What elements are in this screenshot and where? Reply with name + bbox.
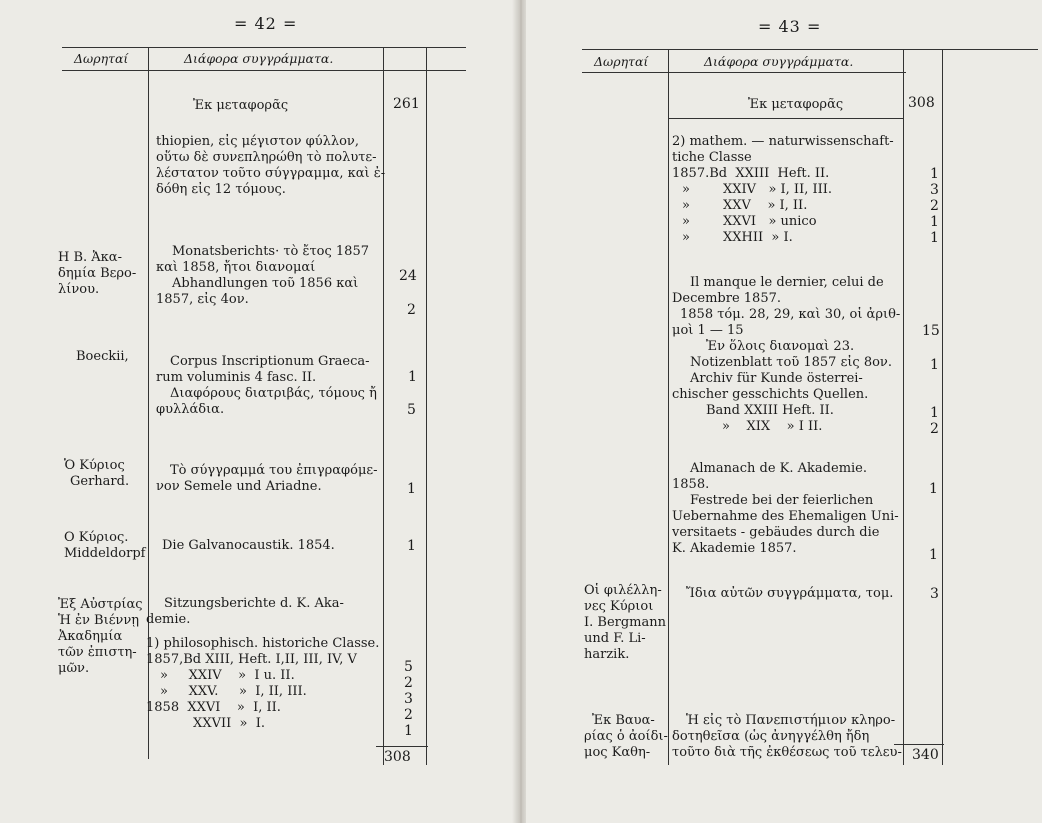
page-number: = 43 = bbox=[758, 17, 822, 36]
entry-math: 2) mathem. — naturwissenschaft- tiche Classe 1857.Bd XXIII Heft. II. » XXIV » I, II, III. » XXV » I, II. » XXVI » unico » XXHII » I. bbox=[672, 134, 894, 245]
total-rule bbox=[894, 744, 944, 745]
header-rule-bottom bbox=[62, 70, 466, 71]
math-counts: 1 3 2 1 1 bbox=[930, 166, 939, 246]
carried-value: 308 bbox=[908, 95, 935, 111]
carried-label: Ἐκ μεταφορᾶς bbox=[748, 97, 844, 112]
entry-boeckh: Corpus Inscriptionum Graeca- rum voluminis 4 fasc. II. Διαφόρους διατριβάς, τόμους ἤ φυλλάδια. bbox=[156, 354, 377, 417]
entry-vienna: Sitzungsberichte d. K. Aka- demie. 1) philosophisch. historiche Classe. 1857,Bd XIII, Heft. I,II, III, IV, V » XXIV » I u. II. » XXV. » I, II, III. 1858 XXVI » I, II. XXVII » I. bbox=[146, 596, 380, 731]
donor-gerhard: Ὁ Κύριος Gerhard. bbox=[64, 458, 130, 489]
count: 1 bbox=[930, 357, 939, 373]
left-page bbox=[0, 0, 516, 823]
count: 5 bbox=[407, 402, 416, 418]
donor-middeldorpf: Ο Κύριος. Middeldorpf bbox=[64, 530, 146, 561]
donor-boeckh: Boeckii, bbox=[76, 349, 129, 364]
right-page bbox=[526, 0, 1042, 823]
count: 24 bbox=[399, 268, 417, 284]
vienna-counts: 5 2 3 2 1 bbox=[404, 659, 413, 739]
count: 1 bbox=[929, 481, 938, 497]
entry-manque: Il manque le dernier, celui de Decembre 1857. 1858 τόμ. 28, 29, καὶ 30, οἱ ἀριθ- μοὶ 1 — 15 Ἐν ὅλοις διανομαὶ 23. Notizenblatt τοῦ 1857 εἰς 8ον. Archiv für Kunde österrei- chischer gesschichts Quellen. Band XXIII Heft. II. » XIX » I II. bbox=[672, 275, 901, 434]
continuation-text: thiopien, εἰς μέγιστον φύλλον, οὕτω δὲ συνεπληρώθη τὸ πολυτε- λέστατον τοῦτο σύγγραμμα, καὶ ἐ- δόθη εἰς 12 τόμους. bbox=[156, 134, 386, 197]
column-rule bbox=[426, 47, 427, 765]
count: 1 bbox=[408, 369, 417, 385]
count: 1 bbox=[407, 481, 416, 497]
entry-berlin: Monatsberichts· τὸ ἔτος 1857 καὶ 1858, ἤτοι διανομαί Abhandlungen τοῦ 1856 καὶ 1857, εἰς 4ον. bbox=[156, 244, 369, 307]
header-rule-top bbox=[62, 47, 466, 48]
count: 1 bbox=[407, 538, 416, 554]
writings-header: Διάφορα συγγράμματα. bbox=[184, 51, 334, 66]
count: 2 bbox=[407, 302, 416, 318]
writings-header: Διάφορα συγγράμματα. bbox=[704, 54, 854, 69]
archiv-counts: 1 2 bbox=[930, 405, 939, 437]
entry-middeldorpf: Die Galvanocaustik. 1854. bbox=[162, 538, 335, 553]
count: 15 bbox=[922, 323, 940, 339]
count: 3 bbox=[930, 586, 939, 602]
carried-label: Ἐκ μεταφορᾶς bbox=[193, 98, 289, 113]
column-rule bbox=[903, 49, 904, 765]
column-rule bbox=[942, 49, 943, 765]
page-total: 308 bbox=[384, 749, 411, 765]
entry-gerhard: Τὸ σύγγραμμά του ἐπιγραφόμε- νον Semele und Ariadne. bbox=[156, 463, 378, 494]
donor-bavaria: Ἐκ Βαυα- ρίας ὁ ἀοίδι- μος Καθη- bbox=[584, 713, 668, 760]
donors-header: Δωρηταί bbox=[594, 54, 649, 69]
entry-bavaria: Ἡ εἰς τὸ Πανεπιστήμιον κληρο- δοτηθεῖσα (ὡς ἀνηγγέλθη ἤδη τοῦτο διὰ τῆς ἐκθέσεως τοῦ τελευ- bbox=[672, 713, 902, 760]
carried-rule bbox=[669, 118, 903, 119]
carried-value: 261 bbox=[393, 96, 420, 112]
header-rule-bottom bbox=[582, 72, 906, 73]
header-rule-top bbox=[582, 49, 1038, 50]
page-number: = 42 = bbox=[234, 14, 298, 33]
donor-philhellenes: Οἱ φιλέλλη- νες Κύριοι I. Bergmann und F. Li- harzik. bbox=[584, 583, 667, 662]
donors-header: Δωρηταί bbox=[74, 51, 129, 66]
entry-almanach: Almanach de K. Akademie. 1858. Festrede bei der feierlichen Uebernahme des Ehemaligen Uni- versitaets - gebäudes durch die K. Akademie 1857. bbox=[672, 461, 899, 556]
donor-berlin: Η Β. Ἀκα- δημία Βερο- λίνου. bbox=[58, 250, 137, 297]
bleed-through-shadow bbox=[944, 60, 1042, 760]
donor-vienna: Ἐξ Αὐστρίας Ἡ ἐν Βιέννῃ Ἀκαδημία τῶν ἐπιστη- μῶν. bbox=[58, 597, 143, 676]
entry-philhellenes: Ἴδια αὐτῶν συγγράμματα, τομ. bbox=[686, 586, 894, 601]
column-rule bbox=[668, 49, 669, 765]
count: 1 bbox=[929, 547, 938, 563]
page-total: 340 bbox=[912, 747, 939, 763]
total-rule bbox=[376, 746, 428, 747]
